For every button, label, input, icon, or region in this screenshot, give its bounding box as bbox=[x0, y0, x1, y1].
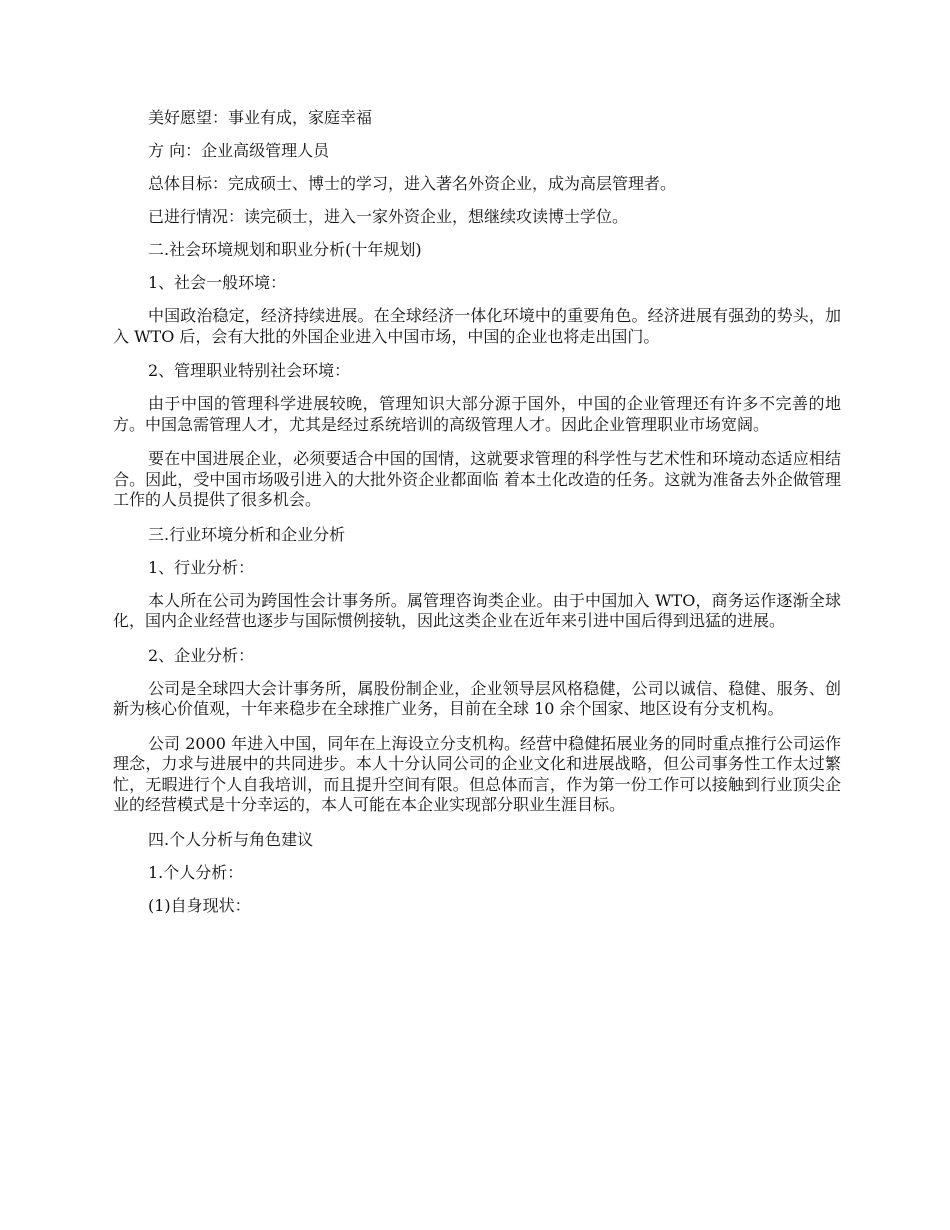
paragraph-direction: 方 向：企业高级管理人员 bbox=[148, 141, 330, 160]
paragraph-company-china: 公司 2000 年进入中国，同年在上海设立分支机构。经营中稳健拓展业务的同时重点推行公司运作理念，力求与进展中的共同进步。本人十分认同公司的企业文化和进展战略，但公司事务性工作太过繁忙，无暇进行个人自我培训，而且提升空间有限。但总体而言，作为第一份工作可以接触到行业顶尖企业的经营模式是十分幸运的，本人可能在本企业实现部分职业生涯目标。 bbox=[113, 733, 841, 814]
subheading-company-analysis: 2、企业分析： bbox=[148, 645, 255, 665]
paragraph-localization: 要在中国进展企业，必须要适合中国的国情，这就要求管理的科学性与艺术性和环境动态适应相结合。因此，受中国市场吸引进入的大批外资企业都面临 着本土化改造的任务。这就为准备去外企做管理工作的人员提供了很多机会。 bbox=[113, 449, 841, 509]
subheading-general-environment: 1、社会一般环境： bbox=[148, 273, 287, 292]
section-heading-industry-analysis: 三.行业环境分析和企业分析 bbox=[148, 524, 346, 544]
paragraph-overall-goal: 总体目标：完成硕士、博士的学习，进入著名外资企业，成为高层管理者。 bbox=[148, 174, 677, 193]
subheading-industry-analysis: 1、行业分析： bbox=[148, 557, 255, 577]
subheading-personal-analysis: 1.个人分析： bbox=[148, 862, 244, 882]
section-heading-personal-analysis: 四.个人分析与角色建议 bbox=[148, 829, 314, 849]
section-heading-social-environment: 二.社会环境规划和职业分析(十年规划) bbox=[148, 240, 422, 259]
paragraph-wish: 美好愿望：事业有成，家庭幸福 bbox=[148, 108, 373, 127]
paragraph-management-environment: 由于中国的管理科学进展较晚，管理知识大部分源于国外，中国的企业管理还有许多不完善的地方。中国急需管理人才，尤其是经过系统培训的高级管理人才。因此企业管理职业市场宽阔。 bbox=[113, 394, 841, 434]
paragraph-progress: 已进行情况：读完硕士，进入一家外资企业，想继续攻读博士学位。 bbox=[148, 207, 629, 226]
document-page bbox=[113, 108, 841, 929]
subheading-current-status: (1)自身现状： bbox=[148, 895, 251, 915]
subheading-management-environment: 2、管理职业特别社会环境： bbox=[148, 361, 351, 380]
paragraph-general-environment: 中国政治稳定，经济持续进展。在全球经济一体化环境中的重要角色。经济进展有强劲的势头，加入 WTO 后，会有大批的外国企业进入中国市场，中国的企业也将走出国门。 bbox=[113, 306, 841, 346]
paragraph-company-overview: 公司是全球四大会计事务所，属股份制企业，企业领导层风格稳健，公司以诚信、稳健、服务、创新为核心价值观，十年来稳步在全球推广业务，目前在全球 10 余个国家、地区设有分支机构。 bbox=[113, 678, 841, 718]
paragraph-industry-analysis: 本人所在公司为跨国性会计事务所。属管理咨询类企业。由于中国加入 WTO，商务运作逐渐全球化，国内企业经营也逐步与国际惯例接轨，因此这类企业在近年来引进中国后得到迅猛的进展。 bbox=[113, 590, 841, 630]
